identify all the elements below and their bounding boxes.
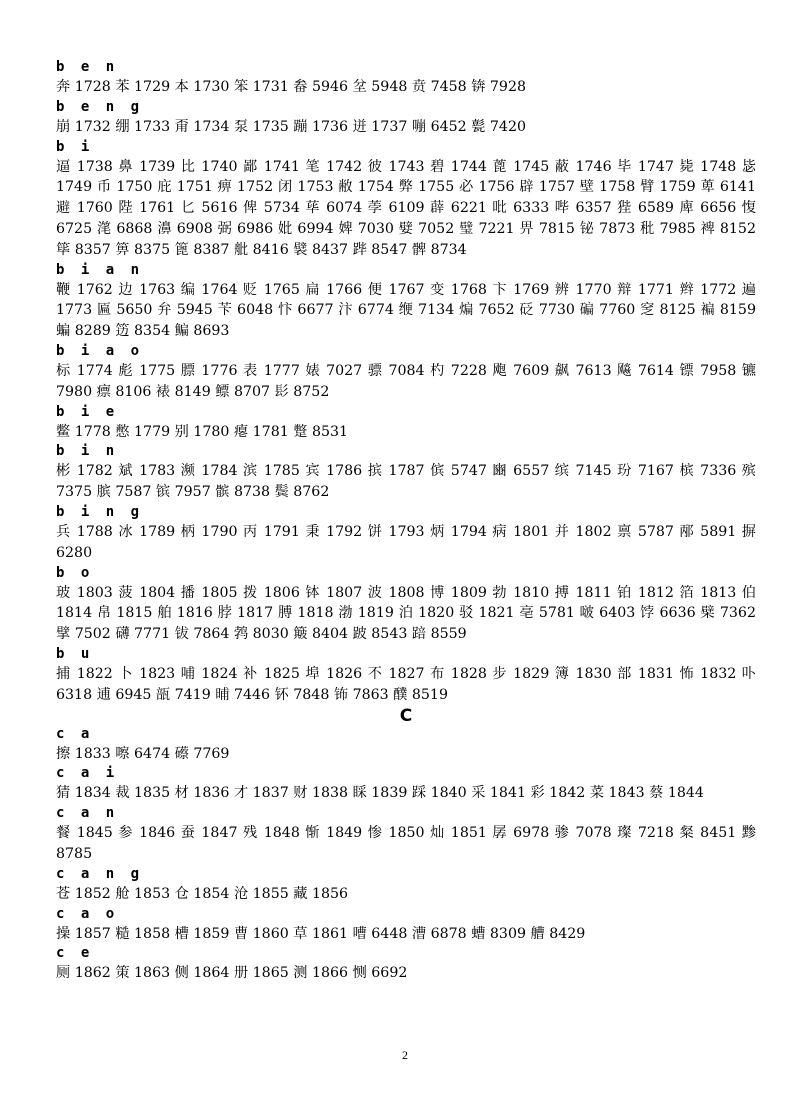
character-entries: 苍 1852 舱 1853 仓 1854 沧 1855 藏 1856 <box>56 885 349 902</box>
page-number: 2 <box>402 1048 408 1062</box>
character-entries: 操 1857 糙 1858 槽 1859 曹 1860 草 1861 嘈 6448 漕 6878 螬 8309 艚 8429 <box>56 925 586 942</box>
pinyin-heading: b o <box>56 564 94 581</box>
pinyin-heading: b i <box>56 138 94 155</box>
character-entries: 餐 1845 参 1846 蚕 1847 残 1848 惭 1849 惨 1850 灿 1851 孱 6978 骖 7078 璨 7218 粲 8451 黪 8785 <box>56 825 756 862</box>
pinyin-heading: b i n <box>56 443 119 460</box>
dictionary-page <box>56 58 756 984</box>
pinyin-heading: b i a o <box>56 342 144 359</box>
character-entries: 擦 1833 嚓 6474 礤 7769 <box>56 745 230 762</box>
character-entries: 猜 1834 裁 1835 材 1836 才 1837 财 1838 睬 1839 踩 1840 采 1841 彩 1842 菜 1843 蔡 1844 <box>56 785 704 802</box>
pinyin-heading: c a <box>56 725 94 742</box>
character-entries: 兵 1788 冰 1789 柄 1790 丙 1791 秉 1792 饼 1793 炳 1794 病 1801 并 1802 禀 5787 邴 5891 摒 6280 <box>56 523 756 561</box>
pinyin-heading: c a i <box>56 765 119 782</box>
pinyin-heading: b u <box>56 645 94 662</box>
pinyin-heading: b i n g <box>56 503 144 520</box>
pinyin-heading: b i a n <box>56 261 144 278</box>
pinyin-heading: b i e <box>56 403 119 420</box>
character-entries: 厕 1862 策 1863 侧 1864 册 1865 测 1866 恻 6692 <box>56 965 408 982</box>
pinyin-heading: c a o <box>56 905 119 922</box>
character-entries: 玻 1803 菠 1804 播 1805 拨 1806 钵 1807 波 1808 博 1809 勃 1810 搏 1811 铂 1812 箔 1813 伯 1814 帛 1815 舶 1816 脖 1817 膊 1818 渤 1819 泊 1820 驳 1821 亳 5781 啵 6403 饽 6636 檗 7362 擘 7502 礴 7771 钹 7864 鹁 8030 簸 8404 跛 8543 踣 8559 <box>56 584 756 643</box>
pinyin-heading: c a n g <box>56 865 144 882</box>
character-entries: 崩 1732 绷 1733 甭 1734 泵 1735 蹦 1736 迸 1737 嘣 6452 甏 7420 <box>56 118 526 135</box>
pinyin-heading: b e n <box>56 59 119 75</box>
character-entries: 奔 1728 苯 1729 本 1730 笨 1731 畚 5946 坌 5948 贲 7458 锛 7928 <box>56 79 526 95</box>
section-letter: C <box>399 705 413 726</box>
character-entries: 逼 1738 鼻 1739 比 1740 鄙 1741 笔 1742 彼 1743 碧 1744 蓖 1745 蔽 1746 毕 1747 毙 1748 毖 1749 币 1750 庇 1751 痹 1752 闭 1753 敝 1754 弊 1755 必 1756 辟 1757 壁 1758 臂 1759 萆 6141 避 1760 陛 1761 匕 5616 俾 5734 荜 6074 荸 6109 薜 6221 吡 6333 哔 6357 狴 6589 庳 6656 愎 6725 滗 6868 濞 6908 弼 6986 妣 6994 婢 7030 嬖 7052 璧 7221 畀 7815 铋 7873 秕 7985 裨 8152 筚 8357 箅 8375 篦 8387 舭 8416 襞 8437 跸 8547 髀 8734 <box>56 158 756 258</box>
character-entries: 鳖 1778 憋 1779 别 1780 瘪 1781 蹩 8531 <box>56 423 349 440</box>
pinyin-heading: c e <box>56 945 94 962</box>
pinyin-heading: c a n <box>56 805 119 822</box>
character-entries: 鞭 1762 边 1763 编 1764 贬 1765 扁 1766 便 1767 变 1768 卞 1769 辨 1770 辩 1771 辫 1772 遍 1773 匾 5650 弁 5945 苄 6048 忭 6677 汴 6774 缏 7134 煸 7652 砭 7730 碥 7760 窆 8125 褊 8159 蝙 8289 笾 8354 鳊 8693 <box>56 281 756 340</box>
character-entries: 捕 1822 卜 1823 哺 1824 补 1825 埠 1826 不 1827 布 1828 步 1829 簿 1830 部 1831 怖 1832 卟 6318 逋 6945 瓿 7419 晡 7446 钚 7848 钸 7863 醭 8519 <box>56 665 756 703</box>
pinyin-heading: b e n g <box>56 98 144 115</box>
character-entries: 彬 1782 斌 1783 濒 1784 滨 1785 宾 1786 摈 1787 傧 5747 豳 6557 缤 7145 玢 7167 槟 7336 殡 7375 膑 7587 镔 7957 髌 8738 鬓 8762 <box>56 463 756 501</box>
character-entries: 标 1774 彪 1775 膘 1776 表 1777 婊 7027 骠 7084 杓 7228 飑 7609 飙 7613 飚 7614 镖 7958 镳 7980 瘭 8106 裱 8149 鳔 8707 髟 8752 <box>56 362 756 400</box>
